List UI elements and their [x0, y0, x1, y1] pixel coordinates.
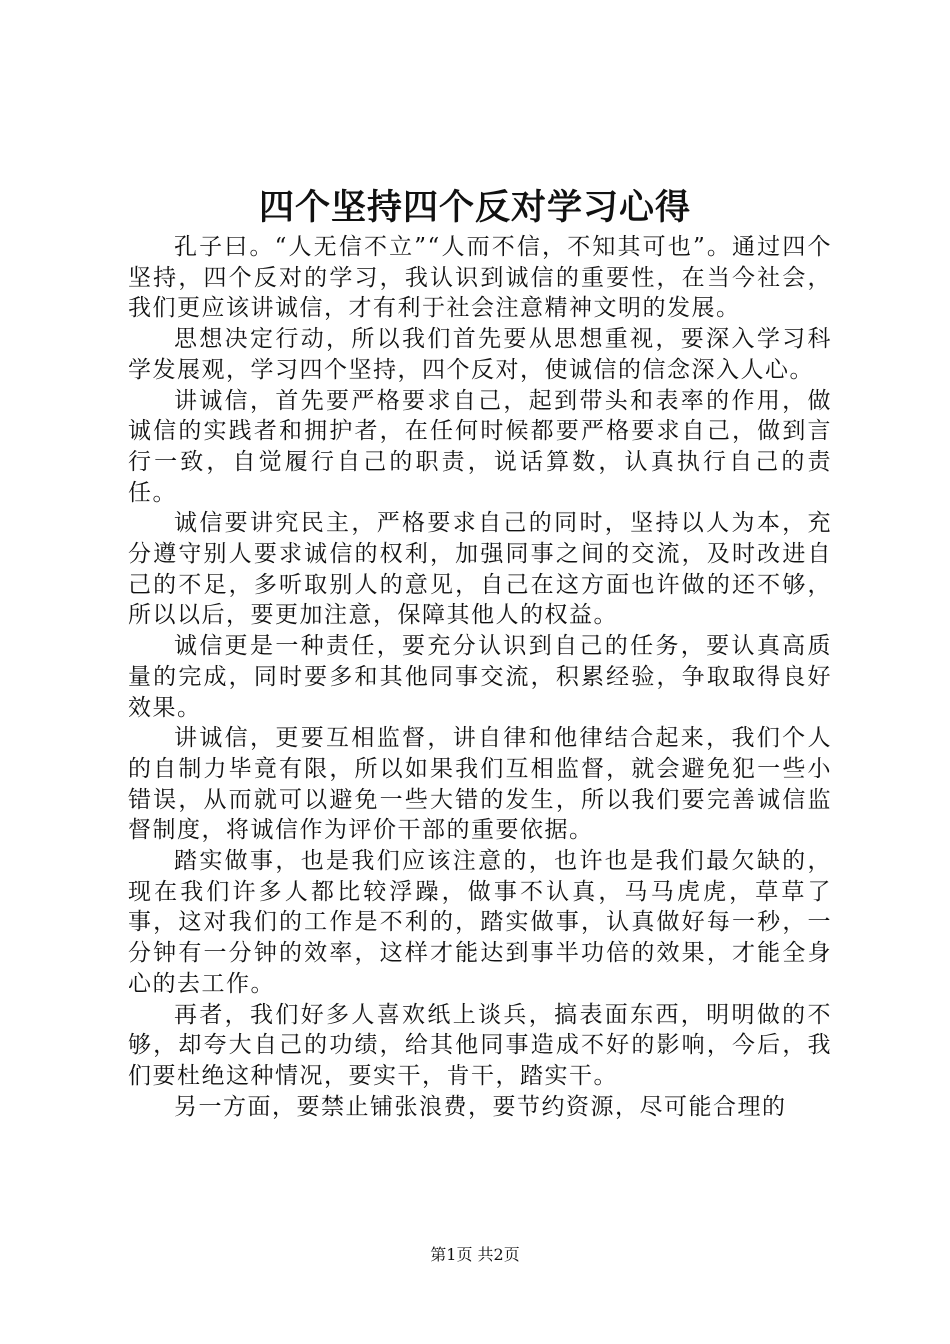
- paragraph-8: 再者，我们好多人喜欢纸上谈兵，搞表面东西，明明做的不够，却夸大自己的功绩，给其他同事造成不好的影响，今后，我们要杜绝这种情况，要实干，肯干，踏实干。: [128, 1001, 832, 1089]
- paragraph-4: 诚信要讲究民主，严格要求自己的同时，坚持以人为本，充分遵守别人要求诚信的权利，加强同事之间的交流，及时改进自己的不足，多听取别人的意见，自己在这方面也许做的还不够，所以以后，要更加注意，保障其他人的权益。: [128, 510, 832, 629]
- paragraph-2: 思想决定行动，所以我们首先要从思想重视，要深入学习科学发展观，学习四个坚持，四个反对，使诚信的信念深入人心。: [128, 326, 832, 383]
- paragraph-6: 讲诚信，更要互相监督，讲自律和他律结合起来，我们个人的自制力毕竟有限，所以如果我们互相监督，就会避免犯一些小错误，从而就可以避免一些大错的发生，所以我们要完善诚信监督制度，将诚信作为评价干部的重要依据。: [128, 725, 832, 844]
- paragraph-9: 另一方面，要禁止铺张浪费，要节约资源，尽可能合理的: [174, 1093, 787, 1120]
- paragraph-5: 诚信更是一种责任，要充分认识到自己的任务，要认真高质量的完成，同时要多和其他同事交流，积累经验，争取取得良好效果。: [128, 633, 832, 721]
- paragraph-1: 孔子曰。“人无信不立”“人而不信，不知其可也”。通过四个坚持，四个反对的学习，我认识到诚信的重要性，在当今社会，我们更应该讲诚信，才有利于社会注意精神文明的发展。: [128, 234, 832, 322]
- document-body: [128, 232, 832, 1122]
- page-footer: 第1页 共2页: [430, 1245, 520, 1264]
- paragraph-3: 讲诚信，首先要严格要求自己，起到带头和表率的作用，做诚信的实践者和拥护者，在任何时候都要严格要求自己，做到言行一致，自觉履行自己的职责，说话算数，认真执行自己的责任。: [128, 387, 832, 506]
- paragraph-7: 踏实做事，也是我们应该注意的，也许也是我们最欠缺的，现在我们许多人都比较浮躁，做事不认真，马马虎虎，草草了事，这对我们的工作是不利的，踏实做事，认真做好每一秒，一分钟有一分钟的效率，这样才能达到事半功倍的效果，才能全身心的去工作。: [128, 848, 832, 997]
- document-title: 四个坚持四个反对学习心得: [258, 187, 691, 228]
